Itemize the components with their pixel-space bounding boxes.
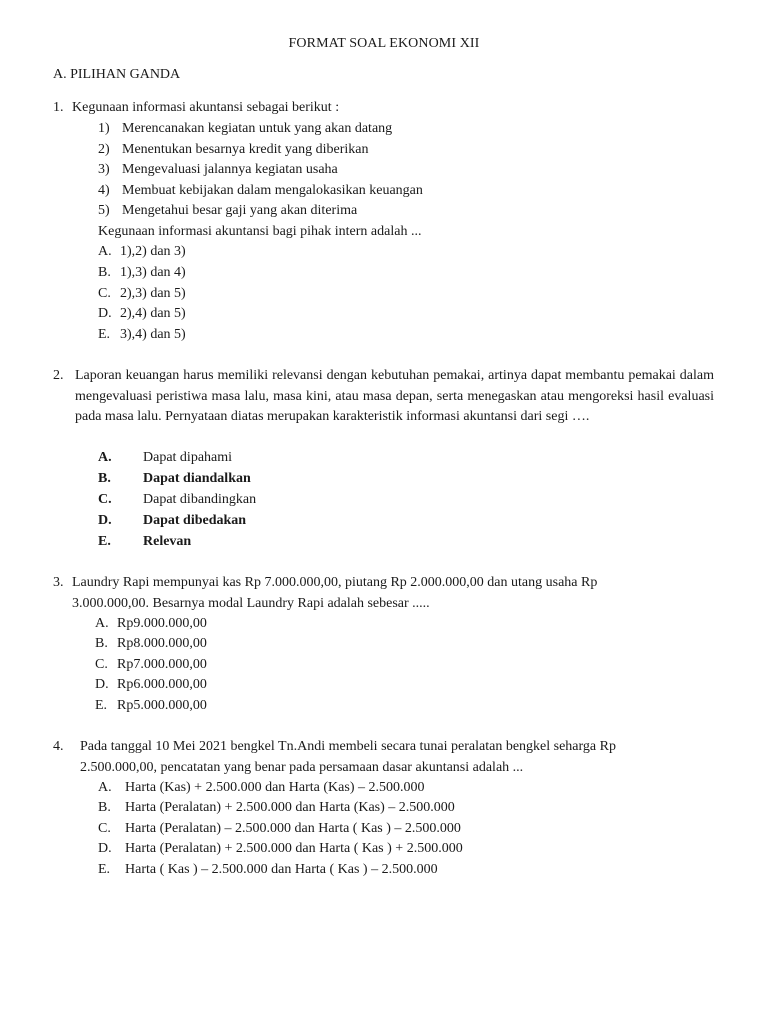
- list-item: 3) Mengevaluasi jalannya kegiatan usaha: [98, 162, 338, 177]
- question-prompt: Kegunaan informasi akuntansi bagi pihak intern adalah ...: [98, 224, 422, 239]
- answer-option[interactable]: B. Dapat diandalkan: [98, 471, 251, 486]
- answer-option[interactable]: D. 2),4) dan 5): [98, 306, 186, 321]
- answer-option[interactable]: D. Harta (Peralatan) + 2.500.000 dan Harta ( Kas ) + 2.500.000: [98, 841, 463, 856]
- answer-option[interactable]: B. Rp8.000.000,00: [95, 636, 207, 651]
- question-number: 4.: [53, 739, 64, 754]
- answer-option[interactable]: A. Dapat dipahami: [98, 450, 233, 465]
- list-item: 2) Menentukan besarnya kredit yang diberikan: [98, 142, 369, 157]
- answer-option[interactable]: B. Harta (Peralatan) + 2.500.000 dan Harta (Kas) – 2.500.000: [98, 800, 455, 815]
- answer-option[interactable]: E. Harta ( Kas ) – 2.500.000 dan Harta ( Kas ) – 2.500.000: [98, 862, 438, 877]
- answer-option[interactable]: C. Rp7.000.000,00: [95, 657, 207, 672]
- list-item: 4) Membuat kebijakan dalam mengalokasikan keuangan: [98, 183, 423, 198]
- answer-option[interactable]: E. 3),4) dan 5): [98, 327, 186, 342]
- answer-option[interactable]: A. 1),2) dan 3): [98, 244, 186, 259]
- answer-option[interactable]: B. 1),3) dan 4): [98, 265, 186, 280]
- answer-option[interactable]: C. Harta (Peralatan) – 2.500.000 dan Harta ( Kas ) – 2.500.000: [98, 821, 461, 836]
- question-number: 3.: [53, 575, 64, 590]
- answer-option[interactable]: D. Rp6.000.000,00: [95, 677, 207, 692]
- question-number: 2.: [53, 368, 64, 383]
- answer-option[interactable]: E. Relevan: [98, 534, 192, 549]
- list-item: 1) Merencanakan kegiatan untuk yang akan datang: [98, 121, 393, 136]
- question-text: Kegunaan informasi akuntansi sebagai berikut :: [72, 100, 340, 115]
- question-text: Laporan keuangan harus memiliki relevansi dengan kebutuhan pemakai, artinya dapat membantu pemakai dalam mengevaluasi peristiwa masa lalu, masa kini, atau masa depan, serta menegaskan atau mengoreksi hasil evaluasi pada masa lalu. Pernyataan diatas merupakan karakteristik informasi akuntansi dari segi ….: [75, 368, 714, 425]
- question-text: Pada tanggal 10 Mei 2021 bengkel Tn.Andi membeli secara tunai peralatan bengkel seharga Rp: [80, 739, 616, 754]
- question-number: 1.: [53, 100, 64, 115]
- question-text: Laundry Rapi mempunyai kas Rp 7.000.000,00, piutang Rp 2.000.000,00 dan utang usaha Rp: [72, 575, 598, 590]
- document-title: FORMAT SOAL EKONOMI XII: [288, 36, 480, 51]
- answer-option[interactable]: C. Dapat dibandingkan: [98, 492, 257, 507]
- answer-option[interactable]: A. Harta (Kas) + 2.500.000 dan Harta (Kas) – 2.500.000: [98, 780, 425, 795]
- question-text-continued: 3.000.000,00. Besarnya modal Laundry Rapi adalah sebesar .....: [72, 596, 430, 611]
- answer-option[interactable]: D. Dapat dibedakan: [98, 513, 247, 528]
- answer-option[interactable]: E. Rp5.000.000,00: [95, 698, 207, 713]
- section-heading: A. PILIHAN GANDA: [53, 67, 181, 82]
- question-text-continued: 2.500.000,00, pencatatan yang benar pada persamaan dasar akuntansi adalah ...: [80, 760, 524, 775]
- answer-option[interactable]: A. Rp9.000.000,00: [95, 616, 207, 631]
- answer-option[interactable]: C. 2),3) dan 5): [98, 286, 186, 301]
- list-item: 5) Mengetahui besar gaji yang akan diterima: [98, 203, 358, 218]
